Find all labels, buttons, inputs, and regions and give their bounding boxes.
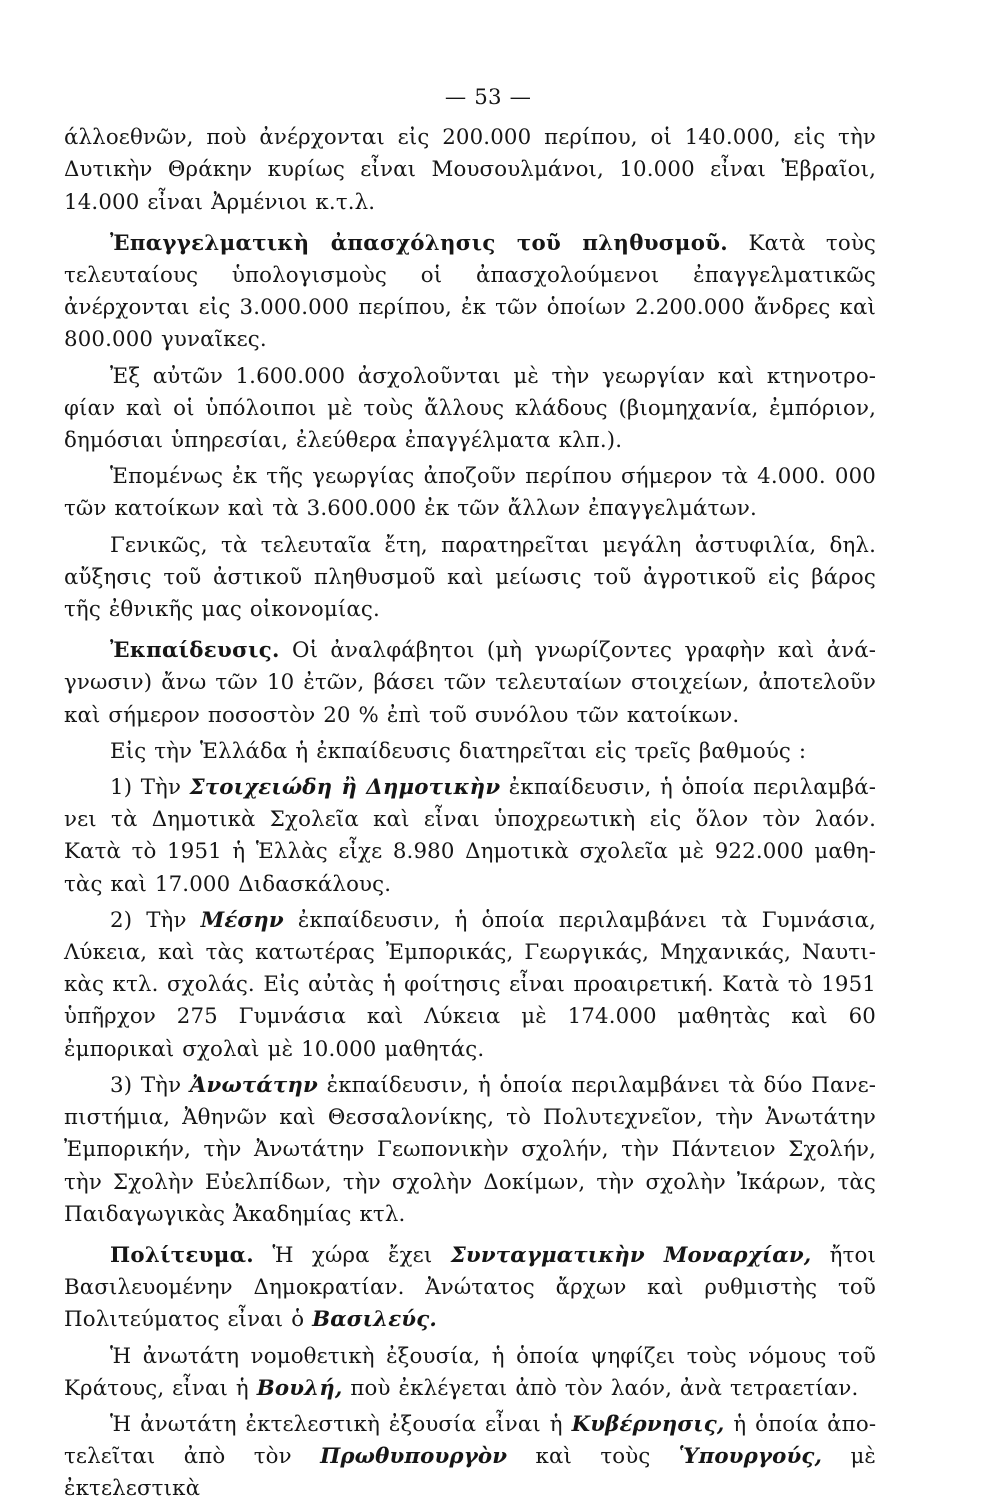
polity-text: ἤτοι Βασιλευομένην Δημοκρατίαν. Ἀνώτατος ἄρχων καὶ ρυθμιστὴς τοῦ Πολιτεύματος εἶναι ὁ	[64, 1242, 876, 1333]
term-ministers: Ὑπουργούς,	[678, 1444, 823, 1470]
section-heading-polity: Πολίτευμα.	[110, 1242, 254, 1268]
executive-text: ἡ ὁποία ἀποτελεῖται ἀπὸ τὸν	[64, 1411, 877, 1470]
term-constitutional-monarchy: Συνταγματικὴν Μοναρχίαν,	[450, 1242, 812, 1268]
term-primary: Στοιχειώδη ἢ Δημοτικὴν	[189, 775, 501, 801]
item-number: 1) Τὴν	[110, 775, 182, 801]
employment-text: Κατὰ τοὺς τελευταίους ὑπολογισμοὺς οἱ ἀπασχολούμενοι ἐπαγγελματικῶς ἀνέρχονται εἰς 3.000.000 περίπου, ἐκ τῶν ὁποίων 2.200.000 ἄνδρες καὶ 800.000 γυναῖκες.	[64, 230, 876, 353]
education-text: Οἱ ἀναλφάβητοι (μὴ γνωρίζοντες γραφὴν καὶ ἀνάγνωσιν) ἄνω τῶν 10 ἐτῶν, βάσει τῶν τελευταίων στοιχείων, ἀποτελοῦν καὶ σήμερον ποσοστὸν 20 % ἐπὶ τοῦ συνόλου τῶν κατοίκων.	[64, 638, 876, 728]
paragraph-polity	[64, 1240, 876, 1337]
document-page	[64, 82, 876, 1506]
term-prime-minister: Πρωθυπουργὸν	[320, 1444, 508, 1470]
paragraph-livelihood: Ἑπομένως ἐκ τῆς γεωργίας ἀποζοῦν περίπου σήμερον τὰ 4.000. 000 τῶν κατοίκων καὶ τὰ 3.600.000 ἐκ τῶν ἄλλων ἐπαγγελμάτων.	[64, 464, 876, 522]
executive-text: Ἡ ἀνωτάτη ἐκτελεστικὴ ἐξουσία εἶναι ἡ	[110, 1411, 563, 1437]
paragraph-urbanization: Γενικῶς, τὰ τελευταῖα ἔτη, παρατηρεῖται μεγάλη ἀστυφιλία, δηλ. αὔξησις τοῦ ἀστικοῦ πληθυσμοῦ καὶ μείωσις τοῦ ἀγροτικοῦ εἰς βάρος τῆς ἐθνικῆς μας οἰκονομίας.	[64, 532, 876, 623]
paragraph-legislative	[64, 1341, 876, 1405]
term-parliament: Βουλή,	[256, 1375, 343, 1401]
paragraph-employment	[64, 228, 876, 357]
term-higher: Ἀνωτάτην	[189, 1072, 318, 1098]
section-heading-education: Ἐκπαίδευσις.	[110, 638, 280, 664]
item-number: 2) Τὴν	[110, 907, 187, 933]
term-king: Βασιλεύς.	[312, 1307, 437, 1333]
list-item-primary-education	[64, 772, 876, 901]
paragraph-education	[64, 635, 876, 732]
item-number: 3) Τὴν	[110, 1072, 182, 1098]
item-text: ἐκπαίδευσιν, ἡ ὁποία περιλαμβάνει τὰ δύο Πανεπιστήμια, Ἀθηνῶν καὶ Θεσσαλονίκης, τὸ Πολυτεχνεῖον, τὴν Ἀνωτάτην Ἐμπορικήν, τὴν Ἀνωτάτην Γεωπονικὴν σχολήν, τὴν Πάντειον Σχολήν, τὴν Σχολὴν Εὐελπίδων, τὴν σχολὴν Δοκίμων, τὴν σχολὴν Ἰκάρων, τὰς Παιδαγωγικὰς Ἀκαδημίας κτλ.	[64, 1072, 876, 1227]
paragraph-education-levels: Εἰς τὴν Ἑλλάδα ἡ ἐκπαίδευσις διατηρεῖται εἰς τρεῖς βαθμούς :	[110, 738, 807, 764]
item-text: ἐκπαίδευσιν, ἡ ὁποία περιλαμβάνει τὰ Δημοτικὰ Σχολεῖα καὶ εἶναι ὑποχρεωτικὴ εἰς ὅλον τὸν λαόν. Κατὰ τὸ 1951 ἡ Ἑλλὰς εἶχε 8.980 Δημοτικὰ σχολεῖα μὲ 922.000 μαθητὰς καὶ 17.000 Διδασκάλους.	[64, 775, 876, 897]
paragraph-ethnic-groups: άλλοεθνῶν, ποὺ ἀνέρχονται εἰς 200.000 περίπου, οἱ 140.000, εἰς τὴν Δυτικὴν Θράκην κυρίως εἶναι Μουσουλμάνοι, 10.000 εἶναι Ἑβραῖοι, 14.000 εἶναι Ἀρμένιοι κ.τ.λ.	[64, 125, 876, 215]
legislative-text: Ἡ ἀνωτάτη νομοθετικὴ ἐξουσία, ἡ ὁποία ψηφίζει τοὺς νόμους τοῦ Κράτους, εἶναι ἡ	[64, 1343, 876, 1401]
executive-text: καὶ τοὺς	[535, 1444, 651, 1470]
paragraph-agriculture: Ἐξ αὐτῶν 1.600.000 ἀσχολοῦνται μὲ τὴν γεωργίαν καὶ κτηνοτροφίαν καὶ οἱ ὑπόλοιποι μὲ τοὺς ἄλλους κλάδους (βιομηχανία, ἐμπόριον, δημόσιαι ὑπηρεσίαι, ἐλεύθερα ἐπαγγέλματα κλπ.).	[64, 363, 876, 454]
executive-text: μὲ ἐκτελεστικὰ	[64, 1444, 877, 1502]
term-secondary: Μέσην	[200, 907, 284, 933]
paragraph-executive	[64, 1409, 876, 1506]
list-item-higher-education	[64, 1070, 876, 1231]
page-number: — 53 —	[444, 85, 532, 110]
legislative-text: ποὺ ἐκλέγεται ἀπὸ τὸν λαόν, ἀνὰ τετραετίαν.	[350, 1375, 859, 1401]
section-heading-employment: Ἐπαγγελματικὴ ἀπασχόλησις τοῦ πληθυσμοῦ.	[110, 230, 728, 256]
term-government: Κυβέρνησις,	[571, 1411, 725, 1437]
list-item-secondary-education	[64, 905, 876, 1066]
item-text: ἐκπαίδευσιν, ἡ ὁποία περιλαμβάνει τὰ Γυμνάσια, Λύκεια, καὶ τὰς κατωτέρας Ἐμπορικάς, Γεωργικάς, Μηχανικάς, Ναυτικὰς κτλ. σχολάς. Εἰς αὐτὰς ἡ φοίτησις εἶναι προαιρετική. Κατὰ τὸ 1951 ὑπῆρχον 275 Γυμνάσια καὶ Λύκεια μὲ 174.000 μαθητὰς καὶ 60 ἐμπορικαὶ σχολαὶ μὲ 10.000 μαθητάς.	[64, 907, 876, 1062]
polity-text: Ἡ χώρα ἔχει	[272, 1242, 433, 1268]
